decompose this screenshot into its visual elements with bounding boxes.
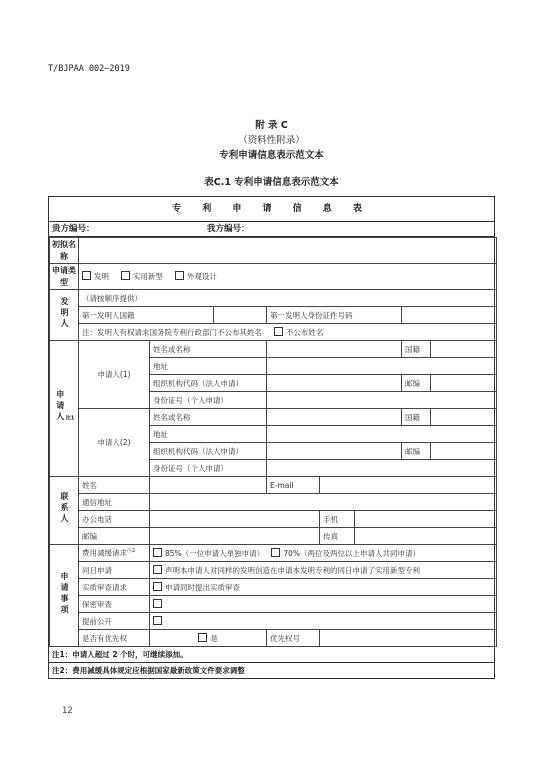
applicant1-id-label: 身份证号（个人申请） — [150, 392, 267, 409]
applicant2-id-field[interactable] — [267, 460, 497, 477]
contact-label: 联系人 — [50, 477, 79, 545]
early-publish-option[interactable] — [150, 613, 497, 630]
option-invention[interactable]: 发明 — [82, 272, 109, 281]
same-day-option[interactable]: 声明本申请人对同样的发明创造在申请本发明专利的同日申请了实用新型专利 — [150, 562, 497, 579]
contact-name-row — [50, 477, 497, 494]
applicant2-org-field[interactable] — [267, 443, 402, 460]
first-inventor-nationality-field[interactable] — [214, 307, 267, 324]
checkbox-icon — [82, 271, 91, 280]
secret-option[interactable] — [150, 596, 497, 613]
checkbox-icon — [175, 271, 184, 280]
fee-option-85[interactable]: 85%（一位申请人单独申请） — [153, 549, 264, 558]
client-number-label: 贵方编号： — [52, 224, 95, 234]
applicant2-postcode-label: 邮编 — [402, 443, 431, 460]
inventor-note: 注：发明人有权请求国务院专利行政部门不公布其姓名 不公布姓名 — [79, 324, 497, 341]
appendix-name: 专利申请信息表示范文本 — [219, 150, 324, 161]
contact-postcode-label: 邮编 — [79, 528, 150, 545]
contact-office-phone-field[interactable] — [150, 511, 320, 528]
contact-fax-label: 传真 — [320, 528, 355, 545]
appendix-nature: （资料性附录） — [238, 135, 305, 146]
applicant1-name-row — [50, 341, 497, 358]
page-number: 12 — [62, 706, 73, 716]
applicant2-address-field[interactable] — [267, 426, 497, 443]
fee-reduction-options — [150, 545, 497, 562]
applicant1-postcode-field[interactable] — [431, 375, 497, 392]
checkbox-icon — [121, 271, 130, 280]
applicant2-name-field[interactable] — [267, 409, 402, 426]
checkbox-icon — [153, 548, 162, 557]
contact-postcode-row — [50, 528, 497, 545]
priority-label: 是否有优先权 — [79, 630, 150, 647]
inventor-label: 发明人 — [50, 290, 79, 341]
note-1: 注1：申请人超过 2 个时，可继续添加。 — [49, 647, 494, 663]
inventor-row-1 — [50, 290, 497, 307]
fee-reduction-row — [50, 545, 497, 562]
applicant1-id-field[interactable] — [267, 392, 497, 409]
applicant2-postcode-field[interactable] — [431, 443, 497, 460]
checkbox-icon — [274, 327, 283, 336]
option-design[interactable]: 外观设计 — [175, 272, 217, 281]
contact-address-label: 通信地址 — [79, 494, 150, 511]
draft-name-label: 初拟名称 — [50, 238, 79, 264]
applicant1-label: 申请人(1) — [79, 341, 150, 409]
draft-name-row — [50, 238, 497, 264]
apply-type-label: 申请类型 — [50, 264, 79, 290]
patent-info-form — [48, 196, 495, 679]
fee-option-70[interactable]: 70%（两位及两位以上申请人共同申请） — [271, 549, 420, 558]
first-inventor-id-label: 第一发明人身份证件号码 — [267, 307, 402, 324]
applicant1-name-field[interactable] — [267, 341, 402, 358]
contact-name-label: 姓名 — [79, 477, 150, 494]
contact-phone-row — [50, 511, 497, 528]
contact-office-phone-label: 办公电话 — [79, 511, 150, 528]
note-2: 注2：费用减缓具体规定应根据国家最新政策文件要求调整 — [52, 666, 245, 675]
applicant2-id-label: 身份证号（个人申请） — [150, 460, 267, 477]
secret-row — [50, 596, 497, 613]
applicant2-nationality-field[interactable] — [431, 409, 497, 426]
inventor-row-2 — [50, 307, 497, 324]
contact-address-field[interactable] — [150, 494, 497, 511]
applicant-label: 申请人$^{注1}$ — [50, 341, 79, 477]
form-table — [49, 237, 497, 647]
inventor-row-3 — [50, 324, 497, 341]
priority-yes-option[interactable]: 是 — [150, 630, 267, 647]
same-day-row — [50, 562, 497, 579]
checkbox-icon — [153, 599, 162, 608]
applicant1-org-field[interactable] — [267, 375, 402, 392]
checkbox-icon — [153, 582, 162, 591]
apply-type-options — [79, 264, 497, 290]
applicant2-name-label: 姓名或名称 — [150, 409, 267, 426]
applicant2-name-row — [50, 409, 497, 426]
early-publish-row — [50, 613, 497, 630]
applicant1-postcode-label: 邮编 — [402, 375, 431, 392]
applicant2-org-label: 组织机构代码（法人申请） — [150, 443, 267, 460]
fee-reduction-label: 费用减缓请求$^{注2}$ — [79, 545, 150, 562]
applicant2-nationality-label: 国籍 — [402, 409, 431, 426]
checkbox-icon — [153, 616, 162, 625]
first-inventor-nationality-label: 第一发明人国籍 — [79, 307, 214, 324]
early-publish-label: 提前公开 — [79, 613, 150, 630]
table-caption: 表C.1 专利申请信息表示范文本 — [204, 177, 339, 188]
checkbox-icon — [198, 633, 207, 642]
our-number-label: 我方编号： — [207, 224, 250, 234]
exam-label: 实质审查请求 — [79, 579, 150, 596]
contact-email-field[interactable] — [320, 477, 497, 494]
contact-address-row — [50, 494, 497, 511]
same-day-label: 同日申请 — [79, 562, 150, 579]
form-title: 专 利 申 请 信 息 表 — [49, 197, 494, 222]
reference-numbers — [49, 222, 494, 237]
draft-name-field[interactable] — [79, 238, 497, 264]
applicant1-org-label: 组织机构代码（法人申请） — [150, 375, 267, 392]
apply-type-row — [50, 264, 497, 290]
applicant1-address-field[interactable] — [267, 358, 497, 375]
applicant1-nationality-label: 国籍 — [402, 341, 431, 358]
contact-email-label: E-mail — [267, 477, 320, 494]
priority-number-field[interactable] — [320, 630, 497, 647]
applicant1-address-label: 地址 — [150, 358, 267, 375]
contact-mobile-field[interactable] — [355, 511, 497, 528]
applicant2-address-label: 地址 — [150, 426, 267, 443]
checkbox-icon — [153, 565, 162, 574]
exam-row — [50, 579, 497, 596]
priority-row — [50, 630, 497, 647]
no-publish-option[interactable]: 不公布姓名 — [274, 328, 324, 337]
secret-label: 保密审查 — [79, 596, 150, 613]
document-code: T/BJPAA 002—2019 — [48, 64, 130, 74]
applicant2-label: 申请人(2) — [79, 409, 150, 477]
applicant1-name-label: 姓名或名称 — [150, 341, 267, 358]
contact-fax-field[interactable] — [355, 528, 497, 545]
first-inventor-id-field[interactable] — [402, 307, 497, 324]
appendix-title: 附 录 C — [255, 120, 288, 131]
checkbox-icon — [271, 548, 280, 557]
exam-option[interactable]: 申请同时提出实质审查 — [150, 579, 497, 596]
contact-postcode-field[interactable] — [150, 528, 320, 545]
matters-label: 申请事项 — [50, 545, 79, 647]
option-utility-model[interactable]: 实用新型 — [121, 272, 163, 281]
priority-number-label: 优先权号 — [267, 630, 320, 647]
contact-name-field[interactable] — [150, 477, 267, 494]
inventor-order-note: （请按顺序提供） — [79, 290, 497, 307]
applicant1-nationality-field[interactable] — [431, 341, 497, 358]
contact-mobile-label: 手机 — [320, 511, 355, 528]
